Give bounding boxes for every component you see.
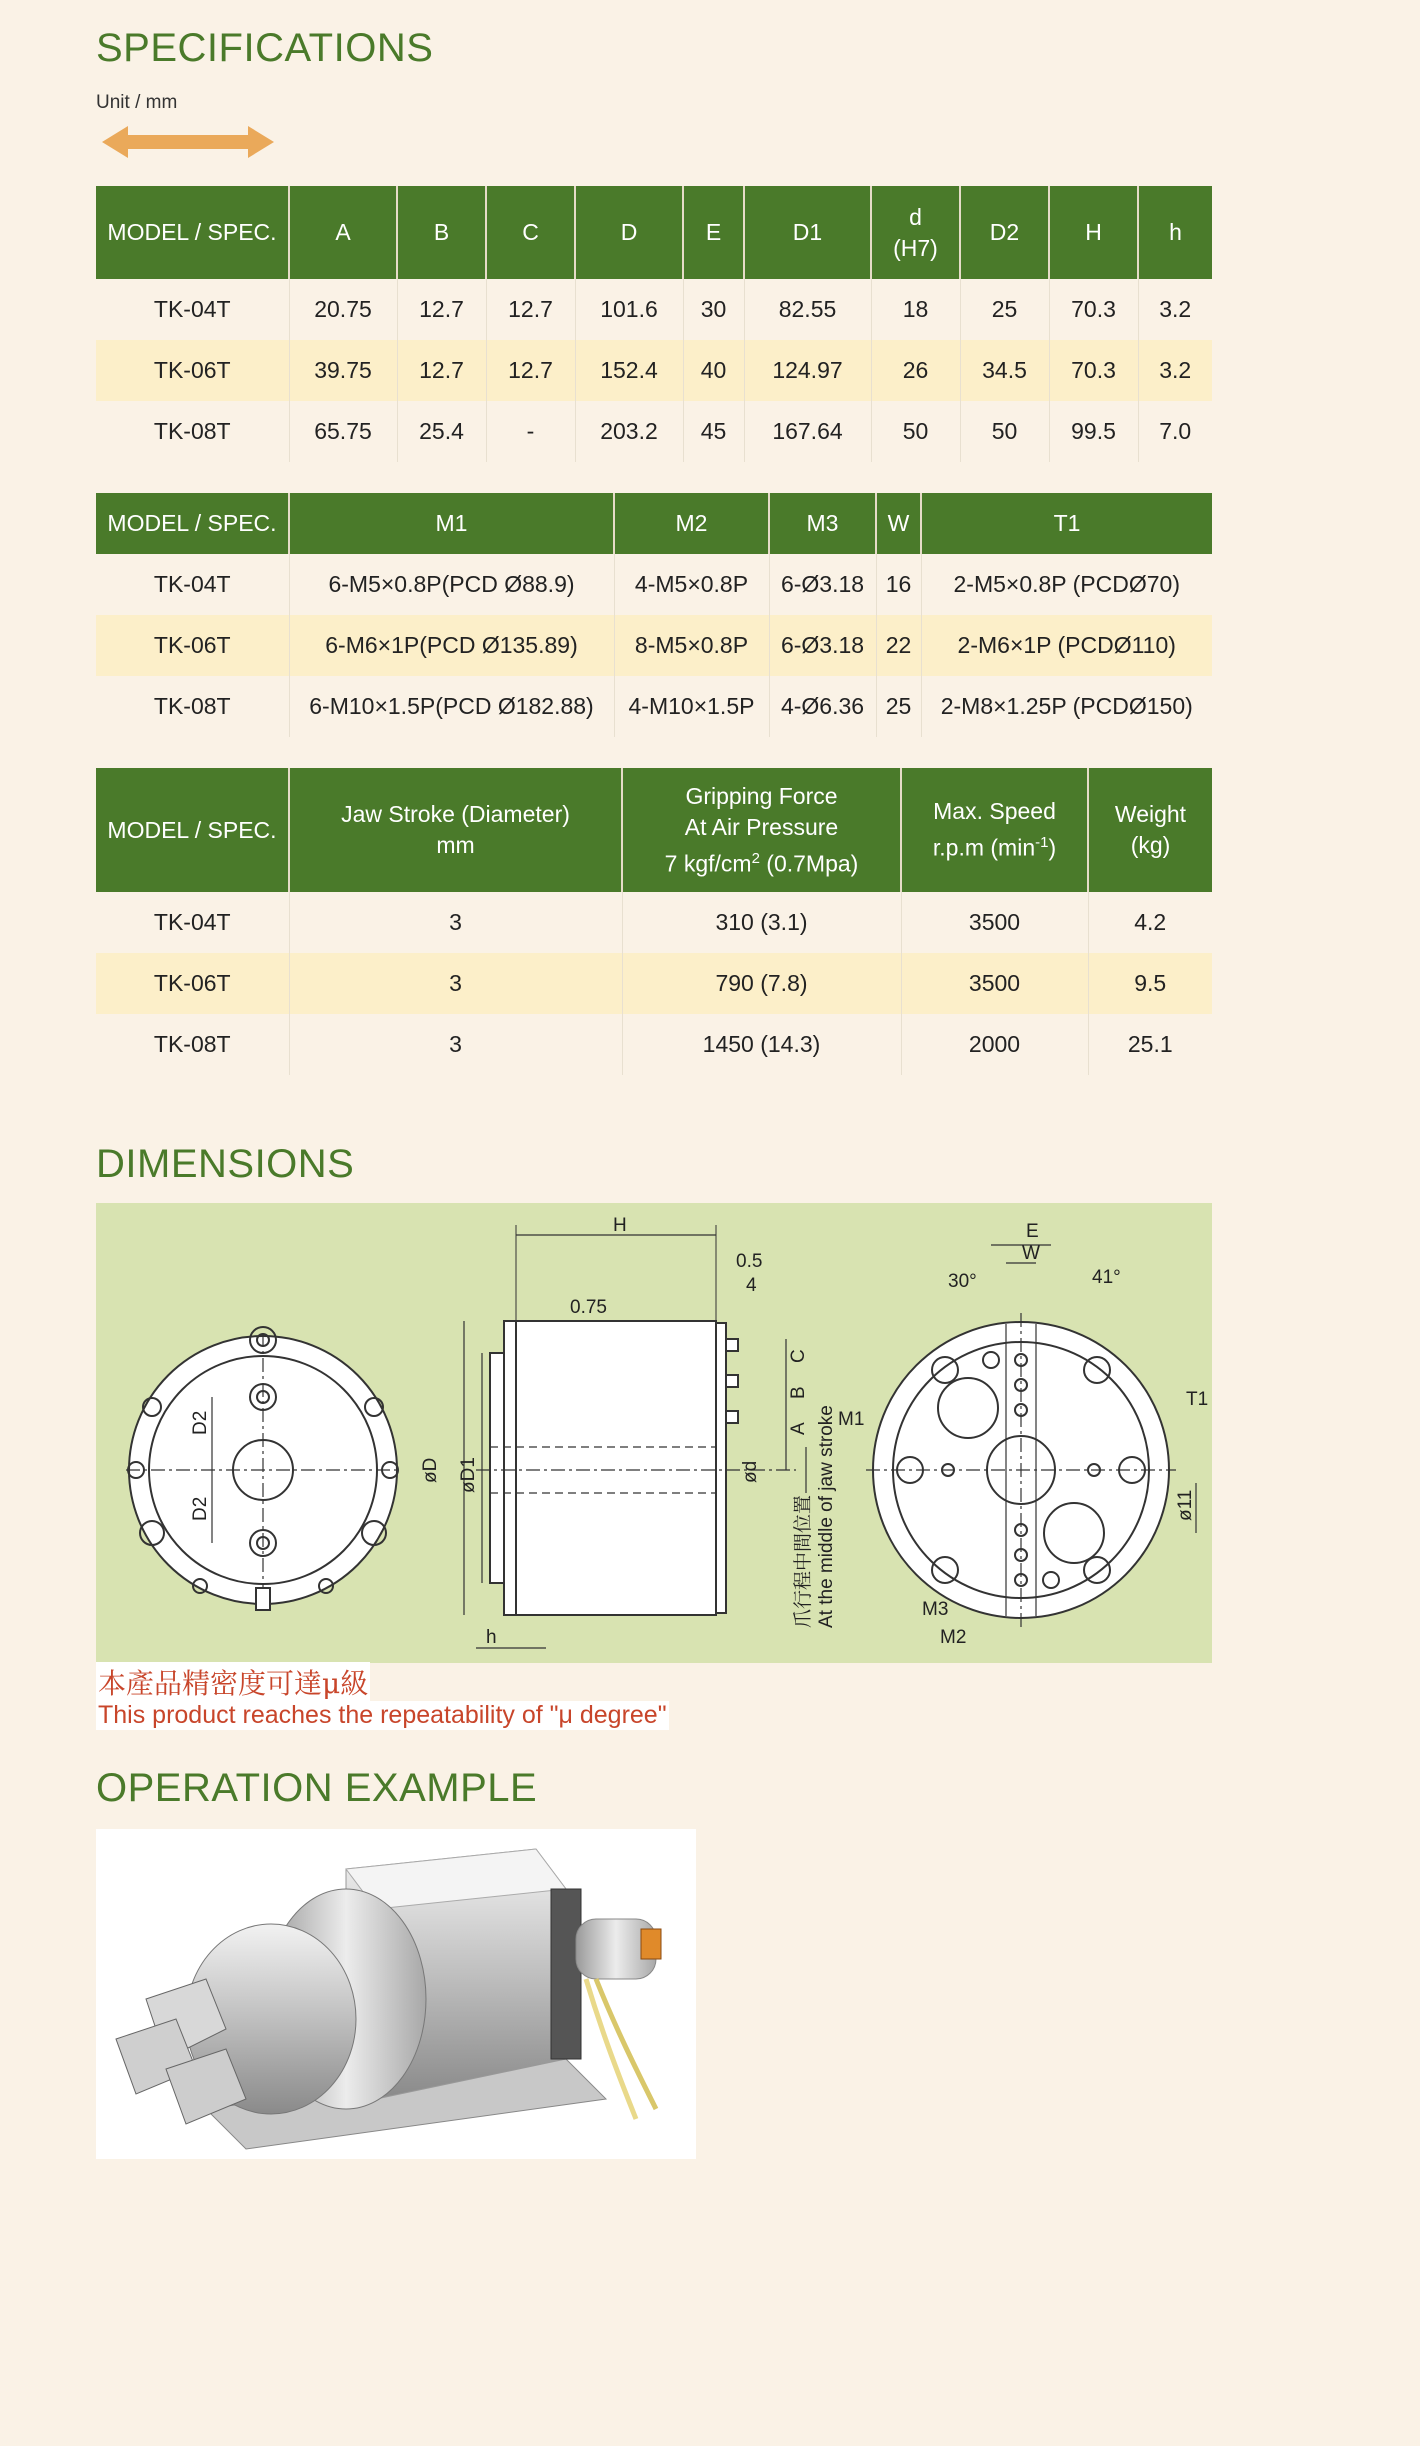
dim-label: A <box>788 1422 809 1435</box>
cell: 82.55 <box>744 279 871 340</box>
speed-unit: r.p.m (min <box>932 834 1036 861</box>
cell: TK-08T <box>96 676 289 737</box>
cell: 16 <box>876 554 921 615</box>
cell: 3 <box>289 953 622 1014</box>
cell: - <box>486 401 575 462</box>
header-max-speed-line1: Max. Speed <box>933 798 1056 825</box>
header-weight-line2: (kg) <box>1130 832 1171 858</box>
header-d1: D1 <box>744 186 871 279</box>
header-model: MODEL / SPEC. <box>96 493 289 554</box>
table-row <box>96 340 1212 401</box>
cell: 25.4 <box>397 401 486 462</box>
dim-label: 30° <box>948 1271 977 1292</box>
dim-label: 41° <box>1092 1267 1121 1288</box>
header-model: MODEL / SPEC. <box>96 768 289 892</box>
table-row <box>96 892 1212 953</box>
cell: 9.5 <box>1088 953 1212 1014</box>
cell: 6-Ø3.18 <box>769 615 876 676</box>
dim-label: ø11 <box>1175 1489 1196 1521</box>
dim-label: M1 <box>838 1409 865 1430</box>
cell: TK-06T <box>96 340 289 401</box>
cell: 3500 <box>901 892 1088 953</box>
cell: 2000 <box>901 1014 1088 1075</box>
cell: 6-M6×1P(PCD Ø135.89) <box>289 615 614 676</box>
header-jaw-stroke-line1: Jaw Stroke (Diameter) <box>341 801 570 827</box>
cell: 7.0 <box>1159 418 1192 444</box>
cell: 6-M5×0.8P(PCD Ø88.9) <box>289 554 614 615</box>
force-unit-exponent: 2 <box>751 849 760 867</box>
header-gripping-force <box>622 768 901 892</box>
cell: 6-Ø3.18 <box>769 554 876 615</box>
cell: 203.2 <box>575 401 683 462</box>
header-d2: D2 <box>960 186 1049 279</box>
cell: 790 (7.8) <box>622 953 901 1014</box>
header-jaw-stroke-line2: mm <box>436 832 475 858</box>
dimensions-title: DIMENSIONS <box>96 1142 355 1186</box>
cell: 12.7 <box>397 340 486 401</box>
cell: 40 <box>683 340 744 401</box>
force-unit: 7 kgf/cm <box>664 850 752 877</box>
cell: TK-06T <box>96 615 289 676</box>
header-m3: M3 <box>769 493 876 554</box>
dim-label: 0.75 <box>570 1297 607 1318</box>
header-w: W <box>876 493 921 554</box>
header-jaw-stroke <box>289 768 622 892</box>
cell: TK-08T <box>96 1014 289 1075</box>
unit-label: Unit / mm <box>96 92 178 113</box>
cell: 70.3 <box>1049 279 1138 340</box>
cell: TK-04T <box>96 892 289 953</box>
cell: 2-M6×1P (PCDØ110) <box>921 615 1212 676</box>
dim-label: C <box>788 1349 809 1363</box>
dim-label: B <box>788 1386 809 1399</box>
header-weight <box>1088 768 1212 892</box>
cell: 6-M10×1.5P(PCD Ø182.88) <box>289 676 614 737</box>
cell: 3 <box>289 892 622 953</box>
dim-label: T1 <box>1186 1389 1209 1410</box>
header-model: MODEL / SPEC. <box>96 186 289 279</box>
table-row <box>96 401 1212 462</box>
spec-table-performance <box>96 768 1212 1075</box>
header-gripping-force-line1: Gripping Force <box>685 782 838 809</box>
precision-caption-en: This product reaches the repeatability of "μ degree" <box>98 1701 667 1729</box>
cell: 124.97 <box>744 340 871 401</box>
cell: 39.75 <box>289 340 397 401</box>
table-row <box>96 615 1212 676</box>
specifications-title: SPECIFICATIONS <box>96 26 434 70</box>
cell: 3500 <box>901 953 1088 1014</box>
cell: 3.2 <box>1138 340 1212 401</box>
cell: 50 <box>960 401 1049 462</box>
cell: 12.7 <box>486 340 575 401</box>
cell: 8-M5×0.8P <box>614 615 769 676</box>
cell: TK-04T <box>96 554 289 615</box>
dim-label: D2 <box>190 1496 211 1521</box>
table-row <box>96 279 1212 340</box>
cell: 25 <box>960 279 1049 340</box>
header-a: A <box>289 186 397 279</box>
operation-title: OPERATION EXAMPLE <box>96 1766 538 1810</box>
header-m2: M2 <box>614 493 769 554</box>
cell: 2-M5×0.8P (PCDØ70) <box>953 571 1180 597</box>
dim-label: M3 <box>922 1599 949 1620</box>
dim-label: M2 <box>940 1627 967 1648</box>
cell: 152.4 <box>575 340 683 401</box>
header-d: D <box>575 186 683 279</box>
cell: 50 <box>871 401 960 462</box>
cell: 18 <box>871 279 960 340</box>
cell: 26 <box>871 340 960 401</box>
header-d-label: d <box>909 203 922 230</box>
header-max-speed <box>901 768 1088 892</box>
jaw-stroke-label-zh: 爪行程中間位置 <box>792 1494 814 1628</box>
header-h-upper: H <box>1049 186 1138 279</box>
cell: 25.1 <box>1127 1031 1173 1057</box>
operation-photo <box>96 1829 696 2159</box>
cell: 2-M8×1.25P (PCDØ150) <box>940 693 1193 719</box>
header-gripping-force-line3 <box>627 843 896 880</box>
dim-label: 4 <box>746 1275 757 1296</box>
cell: 3 <box>289 1014 622 1075</box>
cell: 65.75 <box>289 401 397 462</box>
table-row <box>96 953 1212 1014</box>
dim-label: øD1 <box>458 1457 479 1493</box>
cell: TK-06T <box>96 953 289 1014</box>
cell: 45 <box>683 401 744 462</box>
jaw-stroke-label-en: At the middle of jaw stroke <box>816 1405 837 1628</box>
dim-label: E <box>1026 1221 1039 1242</box>
dim-label: W <box>1022 1243 1040 1264</box>
header-weight-line1: Weight <box>1114 801 1187 827</box>
header-gripping-force-line2: At Air Pressure <box>684 813 839 840</box>
chuck-drawing <box>96 1203 1212 1663</box>
cell: TK-04T <box>96 279 289 340</box>
header-c: C <box>486 186 575 279</box>
speed-unit-exponent: -1 <box>1035 834 1049 852</box>
table-row <box>96 1014 1212 1075</box>
dim-label: D2 <box>190 1410 211 1435</box>
cell: 30 <box>683 279 744 340</box>
table-row <box>96 676 1212 737</box>
spec-table-dimensions <box>96 186 1212 462</box>
force-pressure: (0.7Mpa) <box>759 850 859 877</box>
cell: 3.2 <box>1159 296 1192 322</box>
header-t1: T1 <box>921 493 1212 554</box>
cell: 4-M5×0.8P <box>614 554 769 615</box>
header-max-speed-line2 <box>906 827 1083 864</box>
cell: 99.5 <box>1049 401 1138 462</box>
cell: 34.5 <box>960 340 1049 401</box>
header-h-lower: h <box>1138 186 1212 279</box>
cell: 25 <box>876 676 921 737</box>
cell: 4.2 <box>1134 909 1167 935</box>
table-row <box>96 554 1212 615</box>
chuck-photo-illustration <box>96 1829 696 2159</box>
cell: 70.3 <box>1049 340 1138 401</box>
precision-caption-zh: 本產品精密度可達μ級 <box>96 1662 370 1702</box>
cell: 167.64 <box>744 401 871 462</box>
cell: 4-Ø6.36 <box>769 676 876 737</box>
cell: 12.7 <box>397 279 486 340</box>
dim-label: øD <box>420 1457 441 1483</box>
double-arrow-icon <box>100 124 276 160</box>
dimension-drawing <box>96 1203 1212 1663</box>
spec-table-threads <box>96 493 1212 737</box>
header-d-h7 <box>871 186 960 279</box>
header-m1: M1 <box>289 493 614 554</box>
header-h7-label: (H7) <box>893 234 938 261</box>
cell: 12.7 <box>486 279 575 340</box>
cell: 1450 (14.3) <box>622 1014 901 1075</box>
cell: 22 <box>876 615 921 676</box>
header-e: E <box>683 186 744 279</box>
speed-unit-close: ) <box>1048 834 1057 861</box>
header-b: B <box>397 186 486 279</box>
dim-label: H <box>613 1215 627 1236</box>
dim-label: 0.5 <box>736 1251 763 1272</box>
dim-label: h <box>486 1627 497 1648</box>
cell: 101.6 <box>575 279 683 340</box>
cell: TK-08T <box>96 401 289 462</box>
dim-label: ød <box>740 1460 761 1483</box>
cell: 310 (3.1) <box>622 892 901 953</box>
cell: 4-M10×1.5P <box>614 676 769 737</box>
cell: 20.75 <box>289 279 397 340</box>
